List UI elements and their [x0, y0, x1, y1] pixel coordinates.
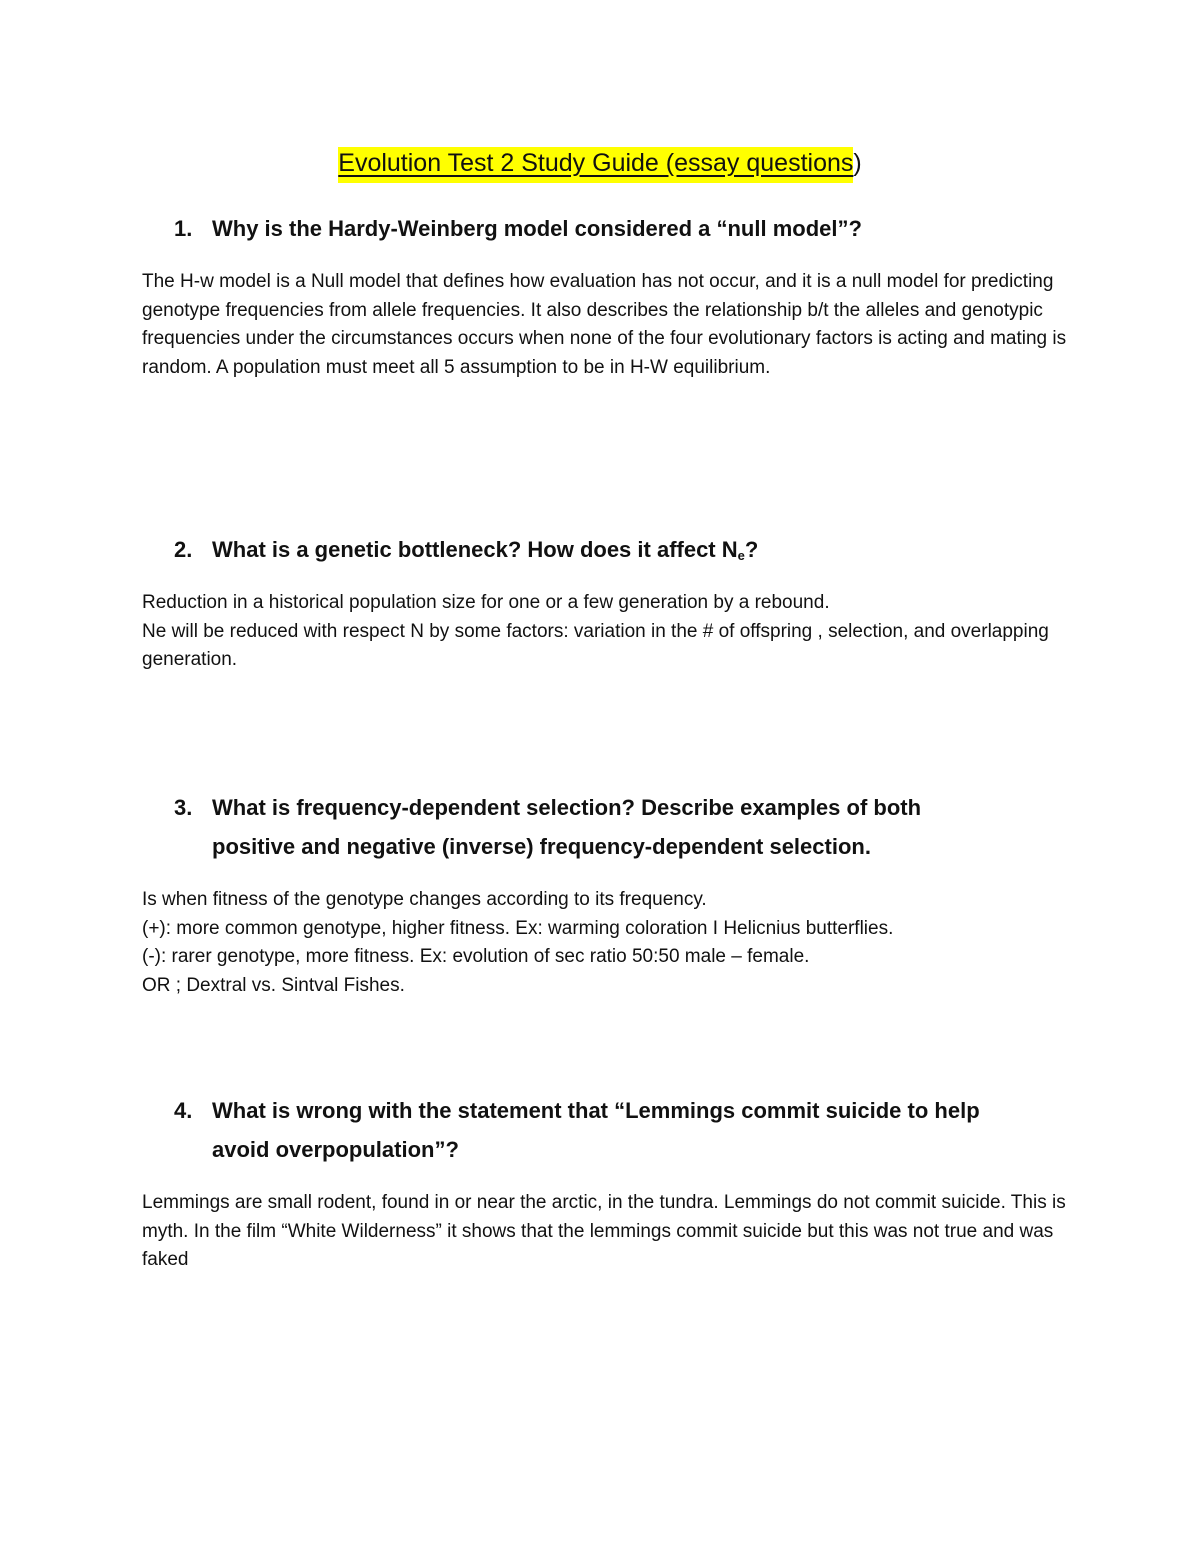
- answer-paragraph: Lemmings are small rodent, found in or near the arctic, in the tundra. Lemmings do not commit suicide. This is myth. In the film “White Wilderness” it shows that the lemmings commit suicide but this was not true and was faked: [142, 1192, 1066, 1270]
- question-text-line-2: positive and negative (inverse) frequency-dependent selection.: [212, 834, 871, 859]
- question-text: Why is the Hardy-Weinberg model considered a “null model”?: [212, 216, 862, 241]
- question-1-heading: [174, 209, 1074, 248]
- answer-1: [142, 268, 1092, 382]
- answer-paragraph: Ne will be reduced with respect N by some factors: variation in the # of offspring , selection, and overlapping generation.: [142, 620, 1049, 670]
- answer-paragraph: The H-w model is a Null model that defines how evaluation has not occur, and it is a null model for predicting genotype frequencies from allele frequencies. It also describes the relationship b/t the alleles and genotypic frequencies under the circumstances occurs when none of the four evolutionary factors is acting and mating is random. A population must meet all 5 assumption to be in H-W equilibrium.: [142, 271, 1067, 378]
- question-text-end: ?: [744, 537, 759, 562]
- question-text-line-2: avoid overpopulation”?: [212, 1137, 459, 1162]
- answer-line: (+): more common genotype, higher fitness. Ex: warming coloration I Helicnius butterflies.: [142, 917, 894, 939]
- answer-line: Reduction in a historical population size for one or a few generation by a rebound.: [142, 592, 830, 613]
- page-title: [0, 140, 1200, 186]
- question-number: 1.: [174, 216, 193, 241]
- question-3-heading: [174, 788, 1074, 866]
- answer-2: [142, 589, 1092, 675]
- answer-line: Is when fitness of the genotype changes according to its frequency.: [142, 889, 707, 910]
- question-text-line-1: What is frequency-dependent selection? Describe examples of both: [212, 795, 922, 820]
- question-number: 2.: [174, 537, 193, 562]
- question-text-line-1: What is wrong with the statement that “Lemmings commit suicide to help: [212, 1098, 980, 1123]
- question-number: 3.: [174, 795, 193, 820]
- question-text: [212, 530, 1074, 569]
- subscript-e: e: [737, 548, 745, 563]
- question-4-heading: [174, 1091, 1074, 1169]
- question-number: 4.: [174, 1098, 193, 1123]
- answer-3: [142, 886, 1092, 1000]
- title-highlighted-text: Evolution Test 2 Study Guide (essay questions: [338, 147, 853, 183]
- title-closing-paren: ): [853, 149, 862, 177]
- question-2-heading: [174, 530, 1074, 569]
- answer-line: (-): rarer genotype, more fitness. Ex: evolution of sec ratio 50:50 male – female.: [142, 946, 810, 967]
- question-text-main: What is a genetic bottleneck? How does it affect N: [212, 537, 738, 562]
- answer-line: OR ; Dextral vs. Sintval Fishes.: [142, 974, 405, 996]
- answer-4: [142, 1189, 1092, 1275]
